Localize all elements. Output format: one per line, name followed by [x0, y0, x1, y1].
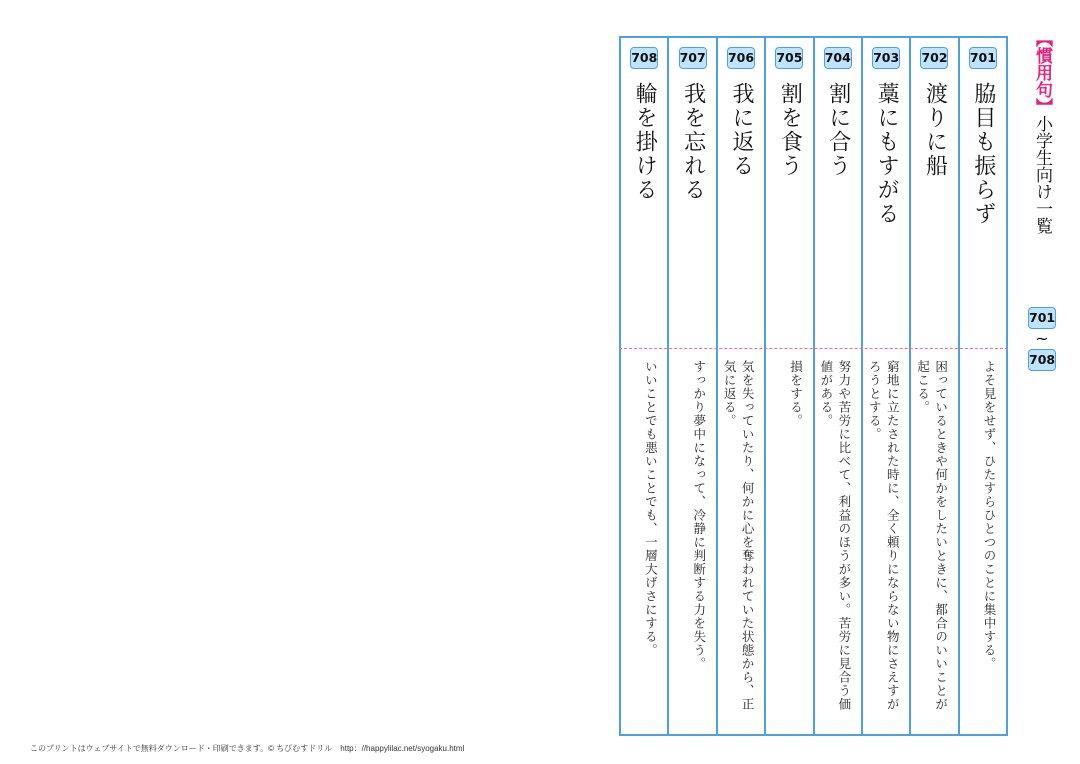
idiom-meaning: すっかり夢中になって、冷静に判断する力を失う。 — [691, 360, 707, 671]
entry-number: 705 — [775, 47, 803, 69]
entry-number: 701 — [969, 47, 997, 69]
idiom-phrase: 渡りに船 — [922, 82, 948, 178]
entry-number: 708 — [630, 47, 658, 69]
idiom-phrase: 藁にもすがる — [874, 82, 900, 226]
range-end: 708 — [1028, 349, 1056, 371]
idiom-meaning: よそ見をせず、ひたすらひとつのことに集中する。 — [982, 360, 997, 671]
idiom-column-703 — [861, 38, 909, 734]
idiom-phrase: 脇目も振らず — [970, 82, 996, 226]
range-separator: ~ — [1035, 329, 1049, 348]
idiom-phrase: 輪を掛ける — [632, 82, 658, 202]
page-title: 小学生向け一覧 — [1032, 115, 1052, 234]
idiom-meaning: 気を失っていたり、何かに心を奪われていた状態から、正気に返る。 — [722, 360, 756, 711]
idiom-meaning: 窮地に立たされた時に、全く頼りにならない物にさえすがろうとする。 — [867, 360, 901, 711]
idiom-phrase: 我を忘れる — [680, 82, 706, 202]
range-start: 701 — [1028, 307, 1056, 329]
idiom-column-707 — [667, 38, 715, 734]
dashed-divider — [619, 348, 1008, 349]
idiom-phrase: 我に返る — [728, 82, 754, 178]
entry-number: 706 — [727, 47, 755, 69]
idiom-column-701 — [958, 38, 1006, 734]
entry-number: 707 — [679, 47, 707, 69]
entry-number: 704 — [824, 47, 852, 69]
idiom-meaning: 努力や苦労に比べて、利益のほうが多い。苦労に見合う価値がある。 — [818, 360, 852, 711]
idiom-column-706 — [716, 38, 764, 734]
idiom-column-704 — [813, 38, 861, 734]
idiom-card-grid — [619, 36, 1008, 736]
number-range — [1028, 307, 1056, 371]
idiom-column-705 — [764, 38, 812, 734]
entry-number: 703 — [872, 47, 900, 69]
idiom-column-702 — [909, 38, 957, 734]
idiom-meaning: 損をする。 — [788, 360, 804, 428]
idiom-phrase: 割を食う — [777, 82, 803, 178]
footer-note: このプリントはウェブサイトで無料ダウンロード・印刷できます。© ちびむすドリル http：//happylilac.net/syogaku.html — [30, 744, 465, 753]
idiom-phrase: 割に合う — [825, 82, 851, 178]
idiom-meaning: 困っているときや何かをしたいときに、都合のいいことが起こる。 — [915, 360, 949, 711]
category-tag: 【慣用句】 — [1032, 30, 1052, 115]
page-heading — [1024, 30, 1060, 234]
idiom-meaning: いいことでも悪いことでも、一層大げさにする。 — [643, 360, 659, 657]
idiom-column-708 — [621, 38, 667, 734]
entry-number: 702 — [920, 47, 948, 69]
